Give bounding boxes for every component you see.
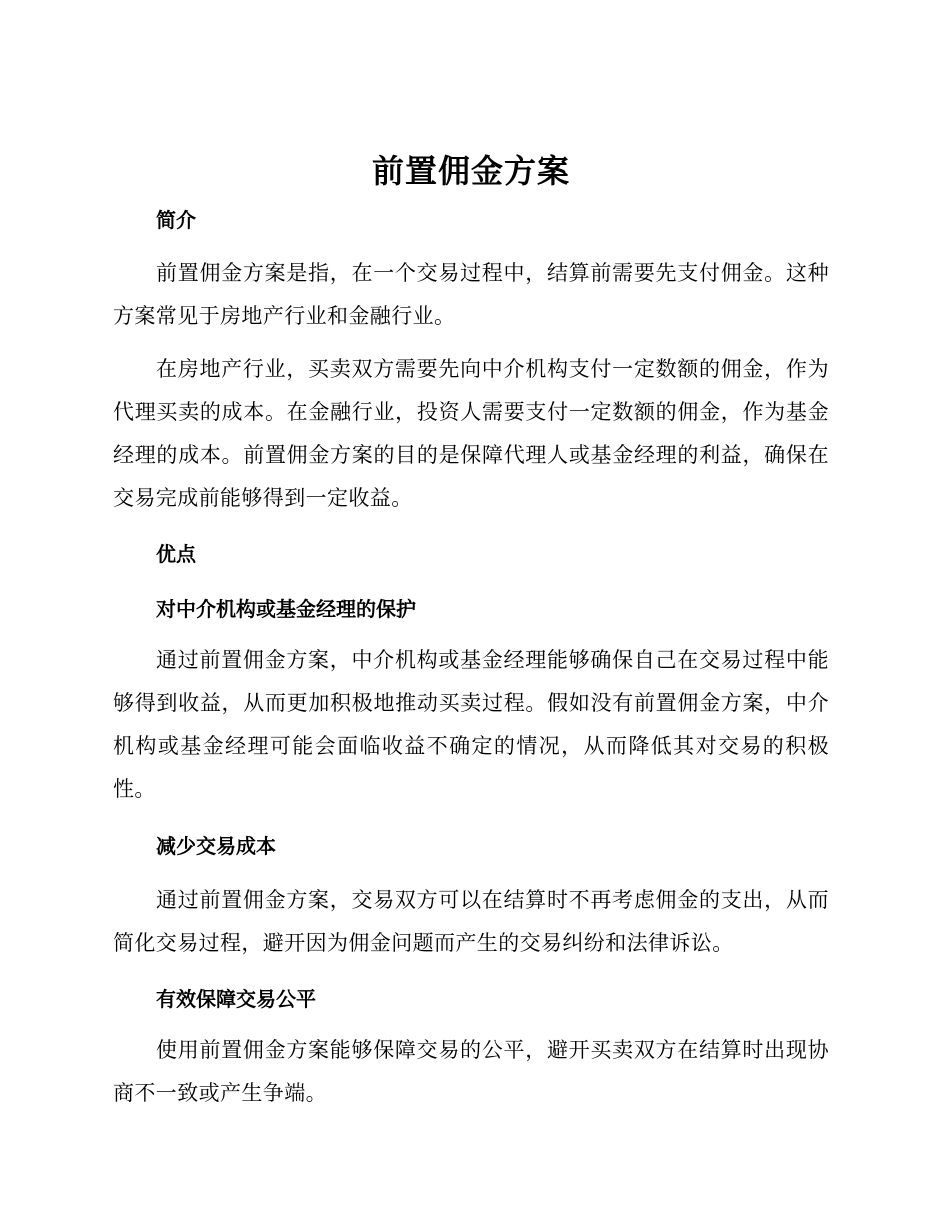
paragraph-fairness: 使用前置佣金方案能够保障交易的公平，避开买卖双方在结算时出现协商不一致或产生争端。 — [113, 1038, 829, 1105]
section-heading-advantages: 优点 — [156, 542, 196, 566]
paragraph-intro-industries: 在房地产行业，买卖双方需要先向中介机构支付一定数额的佣金，作为代理买卖的成本。在金融行业，投资人需要支付一定数额的佣金，作为基金经理的成本。前置佣金方案的目的是保障代理人或基金经理的利益，确保在交易完成前能够得到一定收益。 — [113, 357, 829, 510]
document-body — [113, 148, 829, 1115]
paragraph-reduce-cost: 通过前置佣金方案，交易双方可以在结算时不再考虑佣金的支出，从而简化交易过程，避开因为佣金问题而产生的交易纠纷和法律诉讼。 — [113, 888, 829, 955]
subheading-fairness: 有效保障交易公平 — [156, 987, 316, 1011]
document-title: 前置佣金方案 — [371, 152, 570, 190]
section-heading-intro: 简介 — [156, 208, 196, 232]
paragraph-protection: 通过前置佣金方案，中介机构或基金经理能够确保自己在交易过程中能够得到收益，从而更加积极地推动买卖过程。假如没有前置佣金方案，中介机构或基金经理可能会面临收益不确定的情况，从而降低其对交易的积极性。 — [113, 648, 829, 801]
subheading-protection: 对中介机构或基金经理的保护 — [156, 597, 416, 621]
paragraph-intro-definition: 前置佣金方案是指，在一个交易过程中，结算前需要先支付佣金。这种方案常见于房地产行业和金融行业。 — [113, 261, 829, 328]
subheading-reduce-cost: 减少交易成本 — [156, 834, 276, 858]
